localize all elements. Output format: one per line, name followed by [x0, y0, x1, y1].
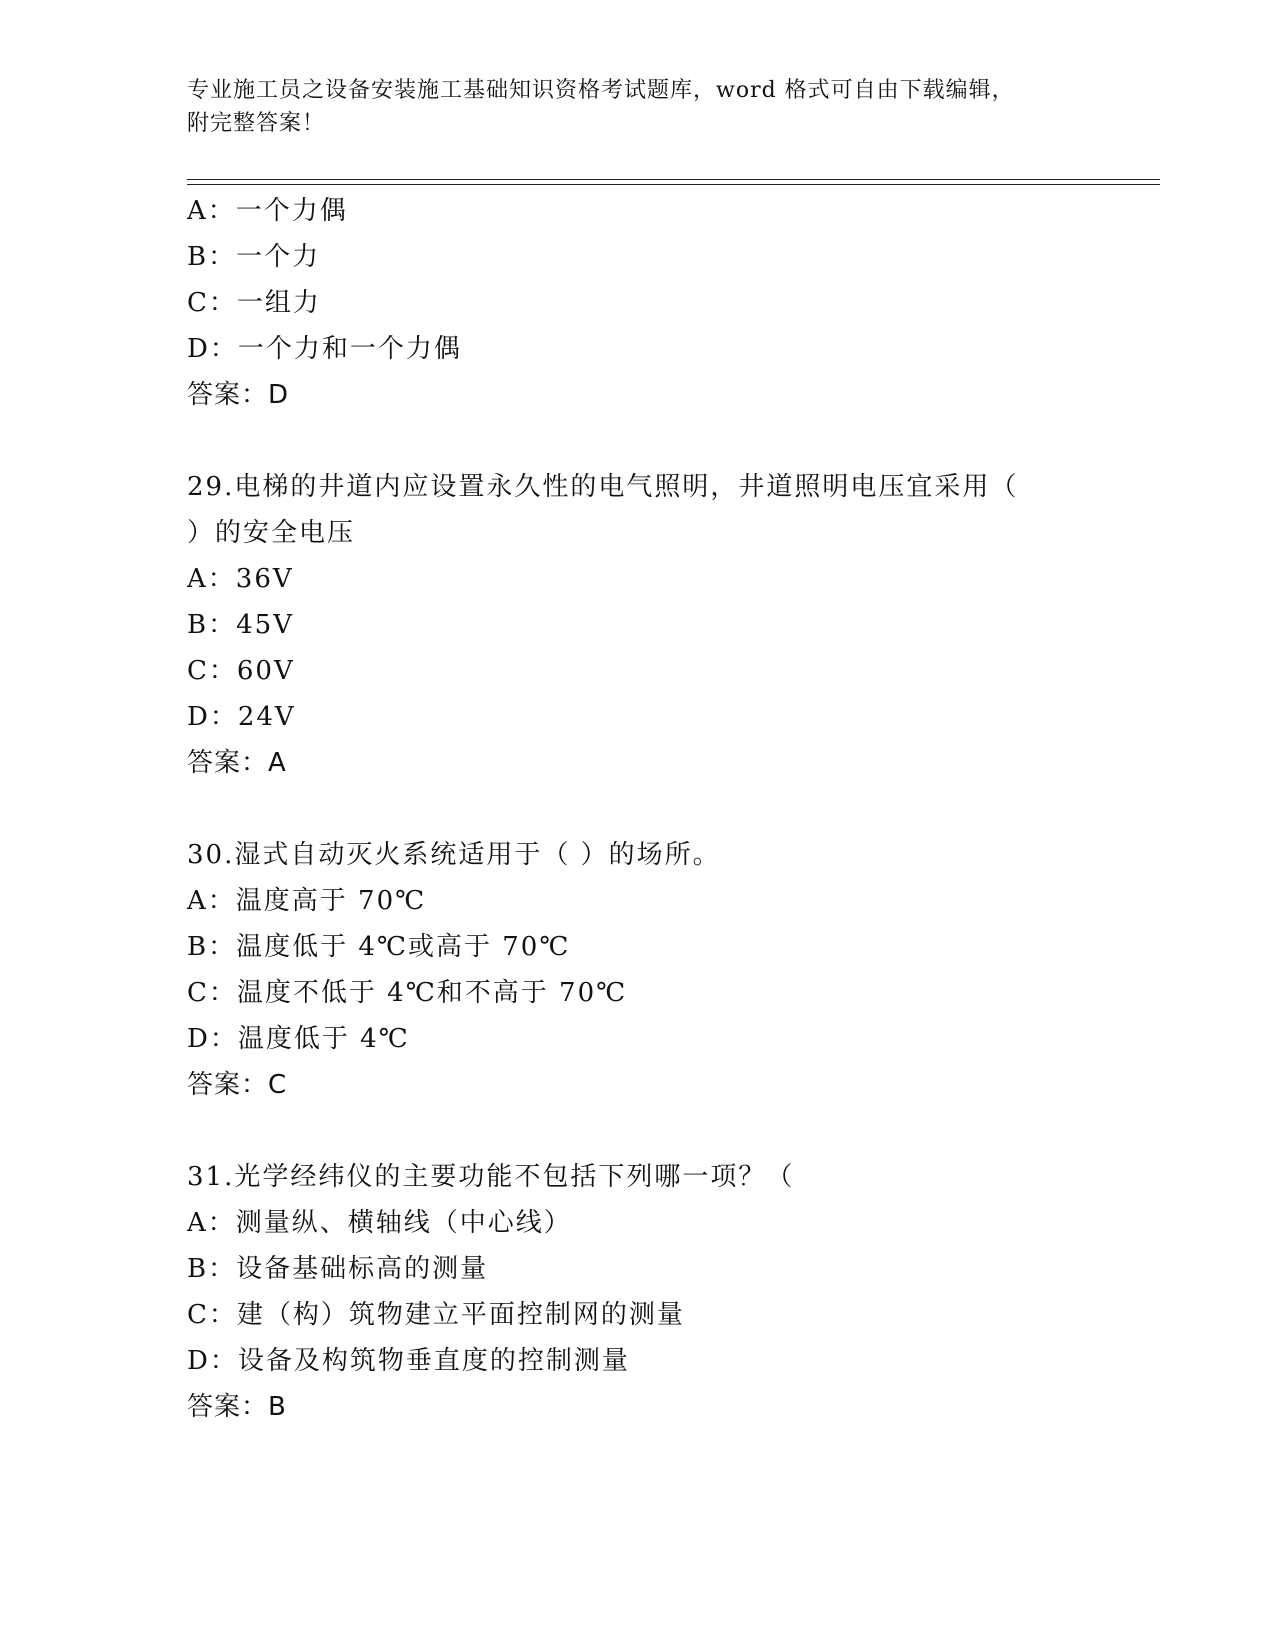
question-list	[187, 188, 1147, 1430]
option-d: D：温度低于 4℃	[187, 1024, 410, 1054]
question-spacer	[187, 418, 1147, 464]
header-divider-top	[187, 179, 1160, 180]
header-title-line2: 附完整答案！	[187, 111, 326, 136]
option-c: C：温度不低于 4℃和不高于 70℃	[187, 978, 628, 1008]
question-stem: 31.光学经纬仪的主要功能不包括下列哪一项？（	[187, 1162, 795, 1192]
option-b: B：设备基础标高的测量	[187, 1254, 489, 1284]
document-header	[187, 74, 1087, 140]
question-stem: 29.电梯的井道内应设置永久性的电气照明，井道照明电压宜采用（	[187, 472, 1019, 502]
option-d: D：设备及构筑物垂直度的控制测量	[187, 1346, 630, 1376]
header-divider-bottom	[187, 184, 1160, 185]
option-a: A：温度高于 70℃	[187, 886, 427, 916]
answer-line: 答案：D	[187, 380, 290, 410]
option-a: A：测量纵、横轴线（中心线）	[187, 1208, 572, 1238]
question-spacer	[187, 1108, 1147, 1154]
question-spacer	[187, 786, 1147, 832]
option-c: C：一组力	[187, 288, 321, 318]
option-c: C：建（构）筑物建立平面控制网的测量	[187, 1300, 685, 1330]
option-a: A：一个力偶	[187, 196, 348, 226]
option-b: B：温度低于 4℃或高于 70℃	[187, 932, 571, 962]
answer-line: 答案：B	[187, 1392, 287, 1422]
answer-line: 答案：A	[187, 748, 287, 778]
question-stem: 30.湿式自动灭火系统适用于（ ）的场所。	[187, 840, 721, 870]
option-d: D：一个力和一个力偶	[187, 334, 462, 364]
header-title-line1: 专业施工员之设备安装施工基础知识资格考试题库，word 格式可自由下载编辑，	[187, 78, 1015, 103]
option-b: B：一个力	[187, 242, 321, 272]
question-29	[187, 464, 1147, 786]
option-a: A：36V	[187, 564, 294, 594]
option-b: B：45V	[187, 610, 294, 640]
option-c: C：60V	[187, 656, 295, 686]
option-d: D：24V	[187, 702, 296, 732]
question-stem-continued: ）的安全电压	[187, 518, 356, 548]
question-28	[187, 188, 1147, 418]
question-31	[187, 1154, 1147, 1430]
answer-line: 答案：C	[187, 1070, 288, 1100]
question-30	[187, 832, 1147, 1108]
